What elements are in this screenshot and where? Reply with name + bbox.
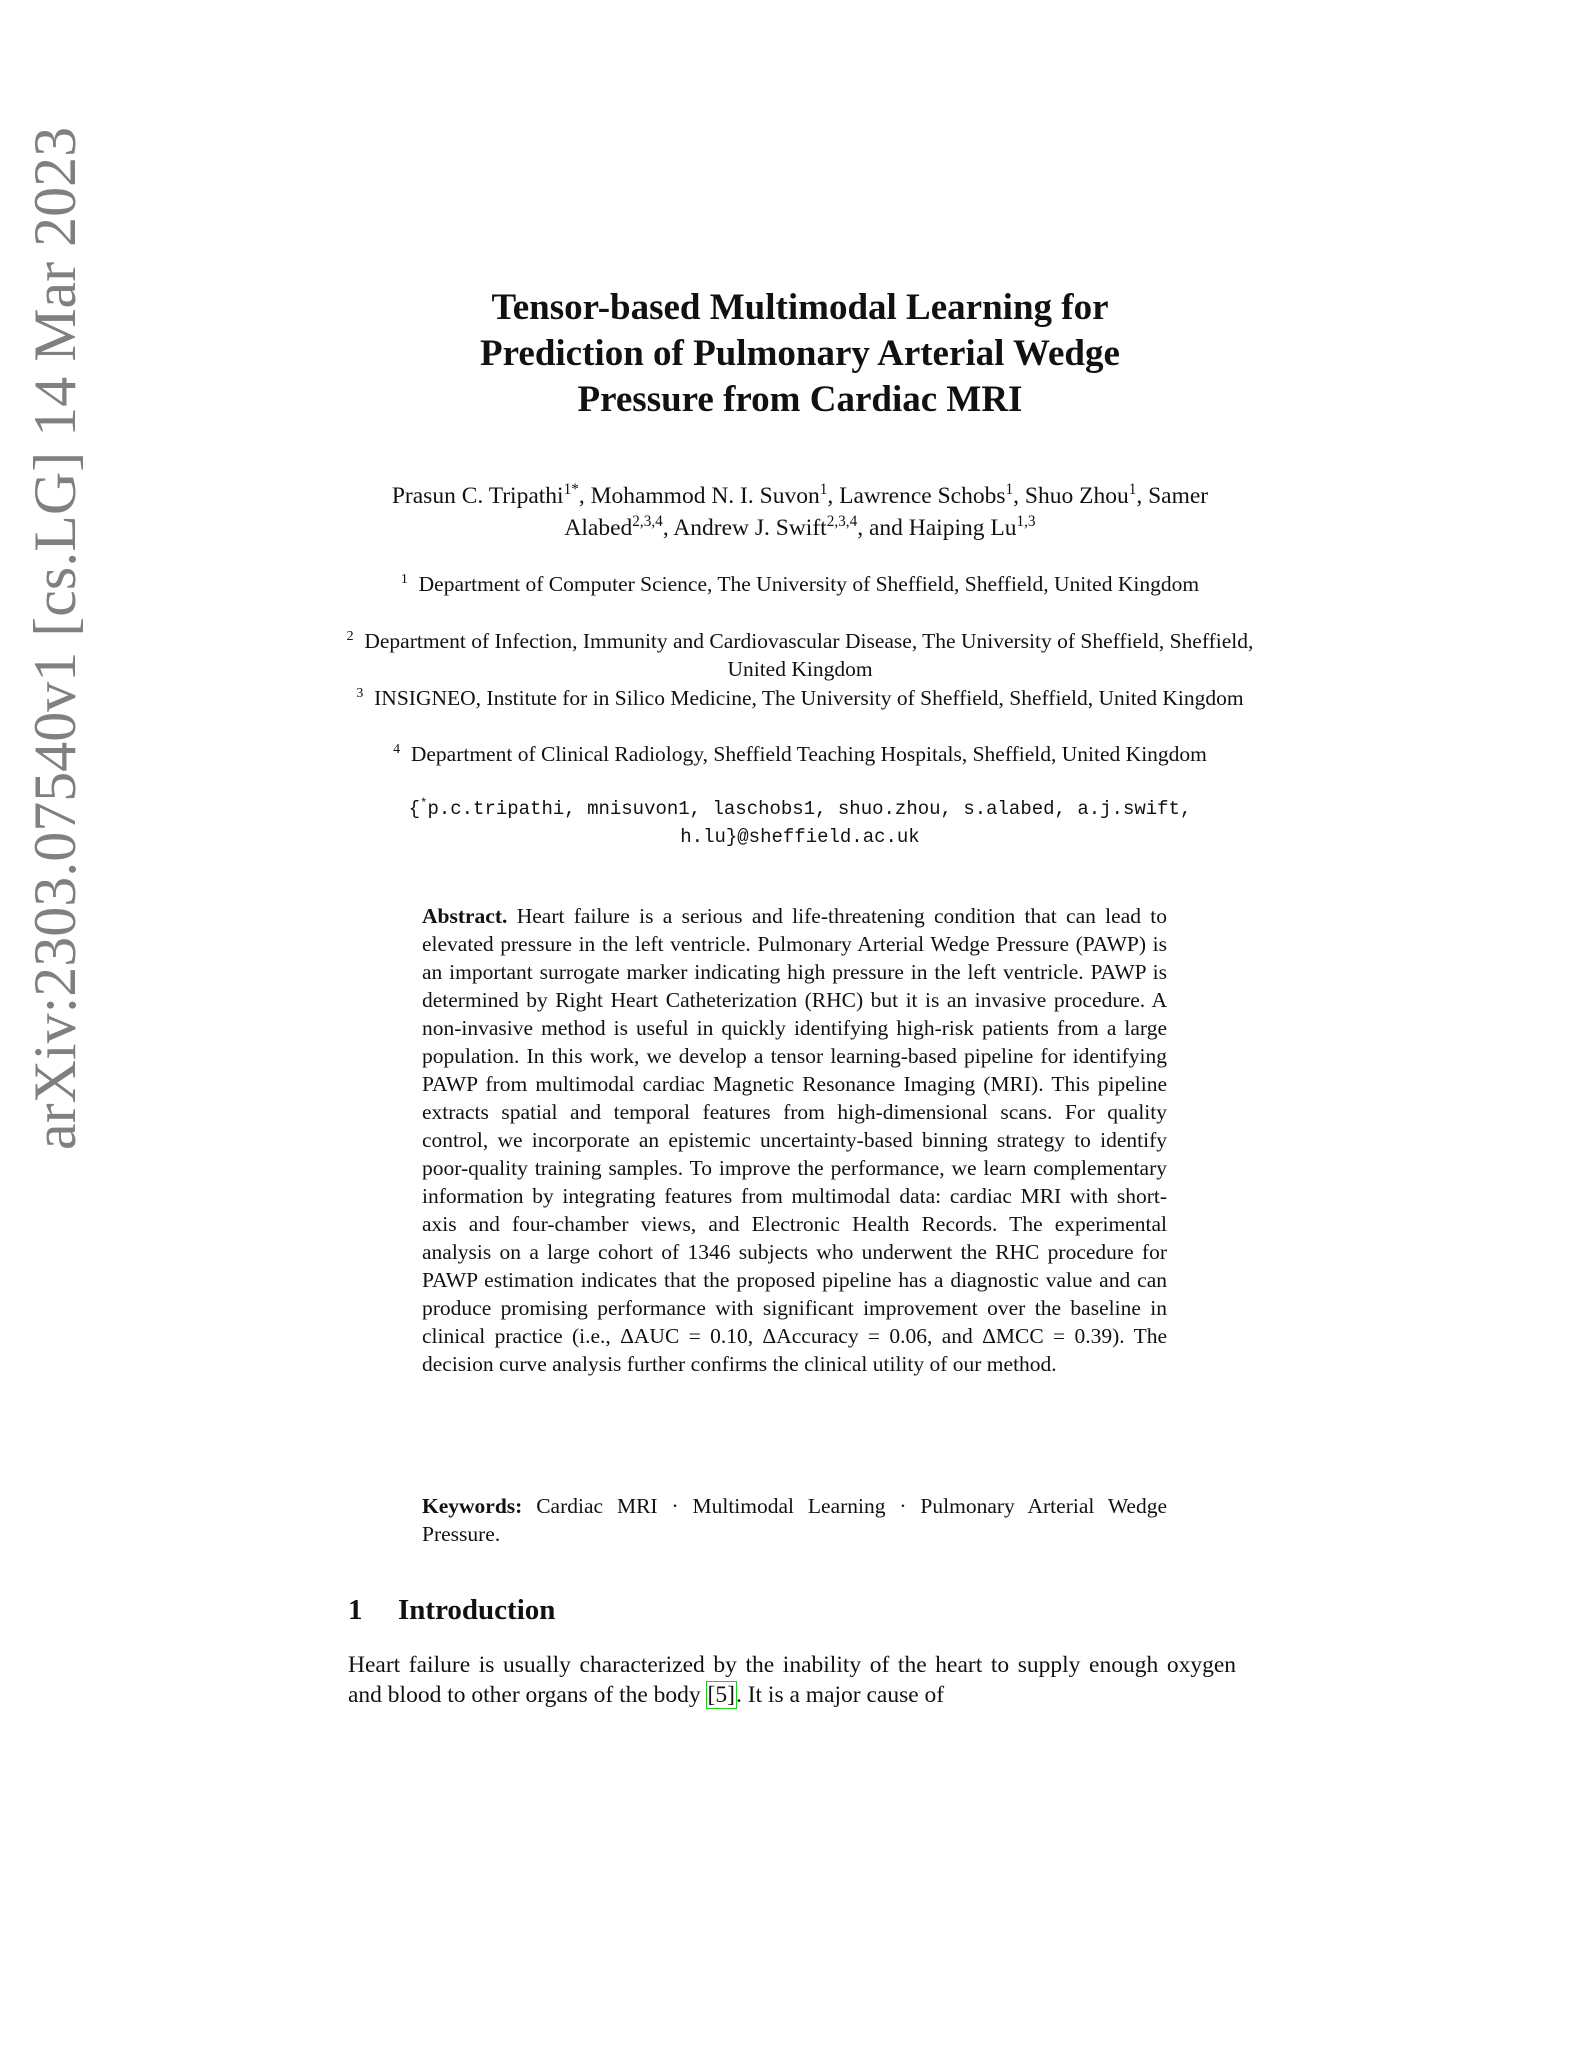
abstract-label: Abstract. [422, 904, 508, 928]
title-line: Tensor-based Multimodal Learning for [491, 287, 1109, 328]
affiliation [340, 570, 1260, 598]
author-affiliation-mark: 2,3,4 [826, 513, 858, 531]
abstract-text: Heart failure is a serious and life-threatening condition that can lead to elevated pressure in the left ventricle. Pulmonary Arterial Wedge Pressure (PAWP) is an important surrogate marker indicating high pressure in the left ventricle. PAWP is determined by Right Heart Catheterization (RHC) but it is an invasive procedure. A non-invasive method is useful in quickly identifying high-risk patients from a large population. In this work, we develop a tensor learning-based pipeline for identifying PAWP from multimodal cardiac Magnetic Resonance Imaging (MRI). This pipeline extracts spatial and temporal features from high-dimensional scans. For quality control, we incorporate an epistemic uncertainty-based binning strategy to identify poor-quality training samples. To improve the performance, we learn complementary information by integrating features from multimodal data: cardiac MRI with short-axis and four-chamber views, and Electronic Health Records. The experimental analysis on a large cohort of 1346 subjects who underwent the RHC procedure for PAWP estimation indicates that the proposed pipeline has a diagnostic value and can produce promising performance with significant improvement over the baseline in clinical practice (i.e., ΔAUC = 0.10, ΔAccuracy = 0.06, and ΔMCC = 0.39). The decision curve analysis further confirms the clinical utility of our method. [422, 904, 1168, 1376]
corresponding-mark: * [420, 796, 428, 811]
author-name: Andrew J. Swift [673, 515, 827, 541]
title-line: Pressure from Cardiac MRI [577, 379, 1023, 420]
affiliation-text: INSIGNEO, Institute for in Silico Medicine, The University of Sheffield, Sheffield, United Kingdom [374, 686, 1244, 710]
email-list: {*p.c.tripathi, mnisuvon1, laschobs1, shuo.zhou, s.alabed, a.j.swift, h.lu}@sheffield.ac.uk [408, 796, 1192, 848]
keywords [422, 1492, 1167, 1548]
affiliation-text: Department of Clinical Radiology, Sheffield Teaching Hospitals, Sheffield, United Kingdom [410, 742, 1207, 766]
author-name: Prasun C. Tripathi [391, 483, 564, 509]
affiliation-number: 4 [393, 741, 401, 757]
affiliation [340, 740, 1260, 768]
author-name: Haiping Lu [908, 515, 1017, 541]
author-affiliation-mark: 2,3,4 [632, 513, 663, 531]
title-line: Prediction of Pulmonary Arterial Wedge [480, 333, 1120, 374]
email-usernames: p.c.tripathi, mnisuvon1, laschobs1, shuo.zhou, s.alabed, a.j.swift, h.lu [427, 798, 1192, 848]
email-domain: }@sheffield.ac.uk [725, 826, 920, 848]
abstract [422, 902, 1167, 1378]
intro-paragraph: Heart failure is usually characterized by the inability of the heart to supply enough oxygen and blood to other organs of the body [5]. It is a major cause of [348, 1652, 1236, 1708]
section-heading [348, 1592, 555, 1628]
author-name: Samer Alabed [564, 483, 1209, 541]
author-name: Lawrence Schobs [839, 483, 1006, 509]
author-affiliation-mark: 1,3 [1016, 513, 1036, 531]
author-name: Mohammod N. I. Suvon [590, 483, 820, 509]
affiliation-text: Department of Infection, Immunity and Cardiovascular Disease, The University of Sheffield, Sheffield, United Kingdom [364, 629, 1254, 681]
citation-link[interactable]: [5] [707, 1682, 735, 1708]
affiliation [340, 627, 1260, 683]
affiliation-number: 3 [356, 685, 364, 701]
affiliation-text: Department of Computer Science, The University of Sheffield, Sheffield, United Kingdom [418, 572, 1200, 596]
author-name: Shuo Zhou [1024, 483, 1129, 509]
section-number: 1 [348, 1594, 363, 1626]
section-title: Introduction [398, 1594, 556, 1626]
author-affiliation-mark: 1* [563, 481, 579, 499]
affiliation [340, 684, 1260, 712]
affiliation-number: 1 [400, 571, 408, 587]
paper-title [340, 285, 1260, 423]
author-affiliation-mark: 1 [1005, 481, 1014, 499]
keywords-label: Keywords: [422, 1494, 523, 1518]
keywords-text: Cardiac MRI · Multimodal Learning · Pulmonary Arterial Wedge Pressure. [422, 1494, 1167, 1546]
author-list: Prasun C. Tripathi$^{1*}$, Mohammod N. I. Suvon$^1$, Lawrence Schobs$^1$, Shuo Zhou$^1$, Samer Alabed$^{2,3,4}$, Andrew J. Swift$^{2,3,4}$, and Haiping Lu$^{1,3}$ [391, 481, 1209, 541]
author-affiliation-mark: 1 [1128, 481, 1137, 499]
author-affiliation-mark: 1 [819, 481, 828, 499]
affiliation-number: 2 [346, 628, 354, 644]
arxiv-identifier: arXiv:2303.07540v1 [cs.LG] 14 Mar 2023 [22, 126, 88, 1150]
